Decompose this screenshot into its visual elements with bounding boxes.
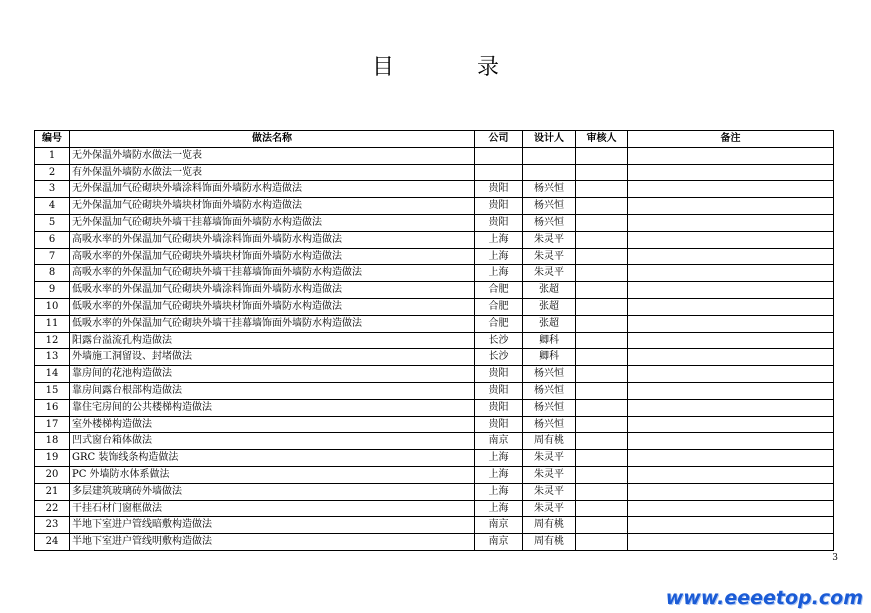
cell-designer: 张超 [523,315,576,332]
cell-no: 9 [35,282,70,299]
cell-company [475,164,523,181]
cell-no: 1 [35,147,70,164]
cell-reviewer [576,181,628,198]
cell-remarks [628,399,834,416]
cell-company: 合肥 [475,298,523,315]
cell-company: 贵阳 [475,416,523,433]
header-remarks: 备注 [628,131,834,148]
cell-designer: 杨兴恒 [523,181,576,198]
cell-reviewer [576,433,628,450]
cell-no: 4 [35,198,70,215]
table-row [35,315,834,332]
cell-name: 无外保温加气砼砌块外墙块材饰面外墙防水构造做法 [70,198,475,215]
cell-no: 14 [35,366,70,383]
cell-name: 高吸水率的外保温加气砼砌块外墙涂料饰面外墙防水构造做法 [70,231,475,248]
cell-company: 上海 [475,248,523,265]
cell-remarks [628,164,834,181]
cell-remarks [628,416,834,433]
table-row [35,483,834,500]
cell-remarks [628,248,834,265]
cell-designer: 朱灵平 [523,231,576,248]
cell-reviewer [576,483,628,500]
cell-remarks [628,181,834,198]
table-row [35,265,834,282]
cell-name: 无外保温加气砼砌块外墙干挂幕墙饰面外墙防水构造做法 [70,214,475,231]
cell-company: 南京 [475,534,523,551]
cell-company: 长沙 [475,349,523,366]
cell-remarks [628,332,834,349]
cell-name: 凹式窗台箱体做法 [70,433,475,450]
cell-designer: 杨兴恒 [523,416,576,433]
table-row [35,282,834,299]
cell-no: 17 [35,416,70,433]
cell-designer [523,147,576,164]
cell-no: 3 [35,181,70,198]
cell-no: 12 [35,332,70,349]
cell-name: PC 外墙防水体系做法 [70,466,475,483]
cell-name: 无外保温加气砼砌块外墙涂料饰面外墙防水构造做法 [70,181,475,198]
cell-company: 上海 [475,450,523,467]
header-name: 做法名称 [70,131,475,148]
header-company: 公司 [475,131,523,148]
cell-name: 阳露台溢流孔构造做法 [70,332,475,349]
table-row [35,147,834,164]
cell-remarks [628,517,834,534]
cell-company: 南京 [475,433,523,450]
cell-designer: 朱灵平 [523,248,576,265]
table-row [35,416,834,433]
cell-no: 11 [35,315,70,332]
cell-company: 合肥 [475,282,523,299]
cell-name: 靠住宅房间的公共楼梯构造做法 [70,399,475,416]
table-row [35,181,834,198]
cell-designer: 卿科 [523,332,576,349]
cell-remarks [628,315,834,332]
cell-name: 高吸水率的外保温加气砼砌块外墙块材饰面外墙防水构造做法 [70,248,475,265]
table-row [35,517,834,534]
cell-designer: 杨兴恒 [523,399,576,416]
cell-remarks [628,147,834,164]
cell-reviewer [576,298,628,315]
cell-no: 24 [35,534,70,551]
cell-reviewer [576,500,628,517]
table-row [35,366,834,383]
cell-designer: 杨兴恒 [523,214,576,231]
cell-name: 靠房间的花池构造做法 [70,366,475,383]
cell-company: 上海 [475,483,523,500]
cell-company: 长沙 [475,332,523,349]
cell-company: 贵阳 [475,382,523,399]
table-row [35,349,834,366]
cell-remarks [628,382,834,399]
cell-no: 8 [35,265,70,282]
table-row [35,433,834,450]
cell-designer: 杨兴恒 [523,198,576,215]
cell-name: 高吸水率的外保温加气砼砌块外墙干挂幕墙饰面外墙防水构造做法 [70,265,475,282]
cell-company: 上海 [475,265,523,282]
cell-name: GRC 装饰线条构造做法 [70,450,475,467]
cell-remarks [628,466,834,483]
table-row [35,198,834,215]
cell-company: 南京 [475,517,523,534]
table-row [35,231,834,248]
table-row [35,500,834,517]
cell-reviewer [576,282,628,299]
cell-reviewer [576,315,628,332]
cell-reviewer [576,466,628,483]
cell-no: 22 [35,500,70,517]
contents-table [34,130,834,551]
cell-no: 7 [35,248,70,265]
cell-designer [523,164,576,181]
cell-remarks [628,534,834,551]
cell-remarks [628,282,834,299]
cell-company: 合肥 [475,315,523,332]
cell-name: 室外楼梯构造做法 [70,416,475,433]
cell-name: 有外保温外墙防水做法一览表 [70,164,475,181]
cell-company: 贵阳 [475,214,523,231]
cell-no: 13 [35,349,70,366]
cell-designer: 朱灵平 [523,500,576,517]
cell-designer: 朱灵平 [523,483,576,500]
cell-company: 贵阳 [475,399,523,416]
cell-designer: 周有桃 [523,433,576,450]
cell-name: 低吸水率的外保温加气砼砌块外墙干挂幕墙饰面外墙防水构造做法 [70,315,475,332]
cell-company [475,147,523,164]
cell-designer: 朱灵平 [523,466,576,483]
cell-reviewer [576,164,628,181]
cell-designer: 朱灵平 [523,265,576,282]
cell-name: 无外保温外墙防水做法一览表 [70,147,475,164]
cell-remarks [628,450,834,467]
cell-company: 上海 [475,500,523,517]
cell-remarks [628,231,834,248]
cell-name: 外墙施工洞留设、封堵做法 [70,349,475,366]
table-row [35,248,834,265]
cell-name: 干挂石材门窗框做法 [70,500,475,517]
page-title: 目 录 [372,55,537,80]
cell-name: 低吸水率的外保温加气砼砌块外墙块材饰面外墙防水构造做法 [70,298,475,315]
cell-reviewer [576,399,628,416]
header-designer: 设计人 [523,131,576,148]
cell-designer: 杨兴恒 [523,382,576,399]
cell-remarks [628,500,834,517]
cell-reviewer [576,517,628,534]
cell-remarks [628,265,834,282]
cell-reviewer [576,198,628,215]
cell-no: 15 [35,382,70,399]
cell-no: 10 [35,298,70,315]
cell-no: 19 [35,450,70,467]
table-row [35,164,834,181]
cell-reviewer [576,416,628,433]
cell-remarks [628,298,834,315]
cell-remarks [628,366,834,383]
header-no: 编号 [35,131,70,148]
cell-reviewer [576,265,628,282]
table-row [35,399,834,416]
cell-reviewer [576,366,628,383]
cell-no: 18 [35,433,70,450]
table-row [35,450,834,467]
table-row [35,298,834,315]
cell-no: 5 [35,214,70,231]
cell-name: 低吸水率的外保温加气砼砌块外墙涂料饰面外墙防水构造做法 [70,282,475,299]
cell-designer: 朱灵平 [523,450,576,467]
cell-no: 6 [35,231,70,248]
cell-company: 贵阳 [475,366,523,383]
cell-designer: 杨兴恒 [523,366,576,383]
cell-reviewer [576,214,628,231]
cell-company: 上海 [475,466,523,483]
table-row [35,466,834,483]
cell-reviewer [576,450,628,467]
cell-name: 半地下室进户管线明敷构造做法 [70,534,475,551]
cell-name: 靠房间露台根部构造做法 [70,382,475,399]
cell-reviewer [576,248,628,265]
cell-company: 贵阳 [475,198,523,215]
cell-name: 半地下室进户管线暗敷构造做法 [70,517,475,534]
cell-designer: 张超 [523,282,576,299]
cell-reviewer [576,382,628,399]
table-header-row [35,131,834,148]
cell-no: 2 [35,164,70,181]
cell-designer: 周有桃 [523,517,576,534]
cell-reviewer [576,231,628,248]
cell-no: 16 [35,399,70,416]
cell-remarks [628,214,834,231]
cell-no: 21 [35,483,70,500]
cell-reviewer [576,332,628,349]
cell-remarks [628,483,834,500]
cell-no: 20 [35,466,70,483]
cell-remarks [628,198,834,215]
cell-designer: 张超 [523,298,576,315]
cell-company: 上海 [475,231,523,248]
cell-reviewer [576,349,628,366]
cell-remarks [628,349,834,366]
cell-name: 多层建筑玻璃砖外墙做法 [70,483,475,500]
page-number: 3 [832,553,838,563]
cell-designer: 周有桃 [523,534,576,551]
table-row [35,534,834,551]
watermark: www.eeeetop.com [665,587,863,609]
table-row [35,382,834,399]
cell-reviewer [576,147,628,164]
cell-company: 贵阳 [475,181,523,198]
table-row [35,214,834,231]
header-reviewer: 审核人 [576,131,628,148]
cell-remarks [628,433,834,450]
table-row [35,332,834,349]
cell-reviewer [576,534,628,551]
cell-designer: 卿科 [523,349,576,366]
cell-no: 23 [35,517,70,534]
